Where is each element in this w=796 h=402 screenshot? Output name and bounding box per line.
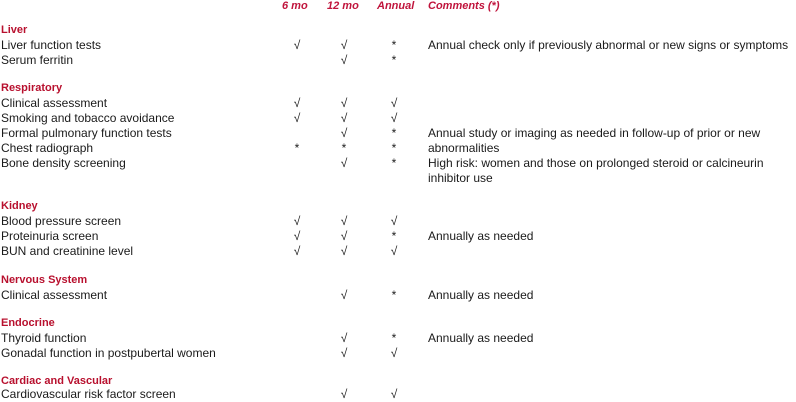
cell-annual: √ <box>390 214 398 228</box>
row-label: Chest radiograph <box>1 141 94 155</box>
table-row <box>0 346 796 361</box>
cell-12mo: √ <box>340 214 348 228</box>
row-label: Formal pulmonary function tests <box>1 126 172 140</box>
cell-annual: * <box>391 141 397 155</box>
table-row <box>0 229 796 244</box>
table-row <box>0 96 796 111</box>
cell-6mo: √ <box>293 111 301 125</box>
cell-annual: √ <box>390 111 398 125</box>
table-row <box>0 331 796 346</box>
cell-comment: Annual study or imaging as needed in follow-up of prior or new abnormalities <box>428 126 761 155</box>
cell-annual: * <box>391 229 397 243</box>
cell-6mo: √ <box>293 96 301 110</box>
cell-12mo: √ <box>340 53 348 67</box>
row-label: Smoking and tobacco avoidance <box>1 111 175 125</box>
cell-comment: Annually as needed <box>428 288 534 302</box>
row-label: Serum ferritin <box>1 53 74 67</box>
cell-annual: √ <box>390 346 398 360</box>
table-row <box>0 38 796 53</box>
cell-annual: √ <box>390 96 398 110</box>
table-row <box>0 214 796 229</box>
cell-12mo: √ <box>340 387 348 401</box>
table-row <box>0 387 796 402</box>
table-row <box>0 156 796 185</box>
table-row <box>0 141 796 156</box>
cell-annual: * <box>391 156 397 170</box>
section-title-nervous-system: Nervous System <box>1 274 88 286</box>
cell-12mo: √ <box>340 38 348 52</box>
header-6mo: 6 mo <box>282 0 308 12</box>
table-row <box>0 53 796 68</box>
cell-comment: Annual check only if previously abnormal or new signs or symptoms <box>428 38 789 52</box>
cell-6mo: √ <box>293 229 301 243</box>
cell-annual: * <box>391 288 397 302</box>
cell-12mo: √ <box>340 156 348 170</box>
cell-6mo: √ <box>293 244 301 258</box>
cell-annual: * <box>391 53 397 67</box>
cell-6mo: * <box>294 141 300 155</box>
header-12mo: 12 mo <box>327 0 359 12</box>
section-title-liver: Liver <box>1 24 28 36</box>
header-comments: Comments (*) <box>428 0 500 12</box>
cell-comment: Annually as needed <box>428 331 534 345</box>
cell-6mo: √ <box>293 214 301 228</box>
table-row <box>0 244 796 259</box>
row-label: Liver function tests <box>1 38 102 52</box>
cell-12mo: √ <box>340 111 348 125</box>
row-label: Blood pressure screen <box>1 214 122 228</box>
cell-annual: * <box>391 331 397 345</box>
header-annual: Annual <box>377 0 415 12</box>
cell-annual: * <box>391 126 397 140</box>
section-title-cardiac-vascular: Cardiac and Vascular <box>1 375 113 387</box>
cell-12mo: √ <box>340 229 348 243</box>
section-title-kidney: Kidney <box>1 200 38 212</box>
cell-comment: Annually as needed <box>428 229 534 243</box>
table-row <box>0 111 796 126</box>
cell-12mo: √ <box>340 126 348 140</box>
cell-12mo: √ <box>340 244 348 258</box>
cell-12mo: √ <box>340 288 348 302</box>
row-label: Cardiovascular risk factor screen <box>1 387 176 401</box>
row-label: Thyroid function <box>1 331 87 345</box>
cell-12mo: √ <box>340 346 348 360</box>
row-label: Gonadal function in postpubertal women <box>1 346 216 360</box>
row-label: Clinical assessment <box>1 96 108 110</box>
cell-12mo: √ <box>340 96 348 110</box>
cell-annual: √ <box>390 387 398 401</box>
cell-6mo: √ <box>293 38 301 52</box>
cell-annual: √ <box>390 244 398 258</box>
row-label: BUN and creatinine level <box>1 244 134 258</box>
cell-12mo: * <box>341 141 347 155</box>
section-title-endocrine: Endocrine <box>1 317 55 329</box>
section-title-respiratory: Respiratory <box>1 82 63 94</box>
row-label: Clinical assessment <box>1 288 108 302</box>
cell-comment: High risk: women and those on prolonged steroid or calcineurin inhibitor use <box>428 156 764 185</box>
table-row <box>0 288 796 303</box>
row-label: Bone density screening <box>1 156 126 170</box>
cell-12mo: √ <box>340 331 348 345</box>
row-label: Proteinuria screen <box>1 229 99 243</box>
cell-annual: * <box>391 38 397 52</box>
